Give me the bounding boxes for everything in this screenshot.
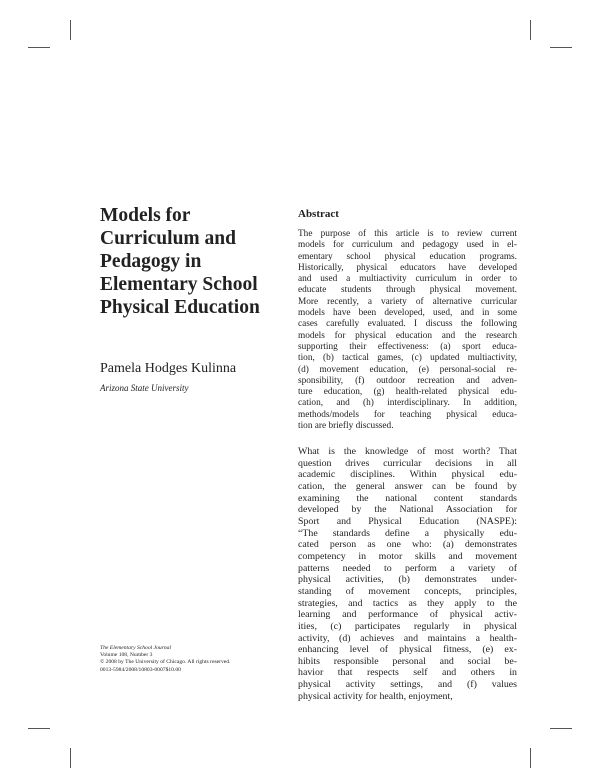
- crop-mark: [70, 20, 71, 40]
- text-line: physical activities, (b) demonstrates under-: [298, 574, 517, 586]
- text-line: cation, the general answer can be found by: [298, 480, 517, 492]
- copyright: © 2008 by The University of Chicago. All rights reserved.: [100, 659, 231, 666]
- text-line: patterns needed to perform a variety of: [298, 562, 517, 574]
- text-line: methods/models for teaching physical educa-: [298, 409, 517, 420]
- text-line: More recently, a variety of alternative curricular: [298, 296, 517, 307]
- text-line: sponsibility, (f) outdoor recreation and adven-: [298, 375, 517, 386]
- text-line: strategies, and tactics as they apply to the: [298, 597, 517, 609]
- text-line: hibits responsible personal and social be-: [298, 655, 517, 667]
- text-line: academic disciplines. Within physical edu-: [298, 469, 517, 481]
- article-title: [100, 204, 260, 319]
- text-line: models have been developed, used, and in some: [298, 308, 517, 319]
- text-line: models for physical education and the research: [298, 330, 517, 341]
- text-line: The purpose of this article is to review current: [298, 229, 517, 239]
- crop-mark: [28, 47, 50, 48]
- journal-name: The Elementary School Journal: [100, 645, 171, 651]
- text-line: question drives curricular decisions in all: [298, 457, 517, 469]
- text-line: and used a multiactivity curriculum in order to: [298, 274, 517, 285]
- text-line: cated person as one who: (a) demonstrates: [298, 539, 517, 551]
- crop-mark: [70, 748, 71, 768]
- crop-mark: [550, 728, 572, 729]
- text-line: Historically, physical educators have developed: [298, 262, 517, 273]
- crop-mark: [550, 47, 572, 48]
- text-line: ture education, (g) health-related physical edu-: [298, 387, 517, 398]
- text-line: physical activity settings, and (f) values: [298, 679, 517, 691]
- text-line: ities, (c) participates regularly in physical: [298, 620, 517, 632]
- text-line: educate students through physical movement.: [298, 285, 517, 296]
- title-line: Curriculum and: [100, 228, 236, 249]
- text-line: havior that respects self and others in: [298, 667, 517, 679]
- text-line: What is the knowledge of most worth? That: [298, 446, 517, 457]
- text-line: ementary school physical education programs.: [298, 251, 517, 262]
- text-line: enhancing level of physical fitness, (e) ex-: [298, 644, 517, 656]
- text-line: tion are briefly discussed.: [298, 421, 394, 432]
- body-text: [298, 446, 517, 702]
- text-line: examining the national content standards: [298, 492, 517, 504]
- text-line: (d) movement education, (e) personal-social re-: [298, 364, 517, 375]
- text-line: physical activity for health, enjoyment,: [298, 690, 453, 702]
- text-line: cases carefully evaluated. I discuss the following: [298, 319, 517, 330]
- author-name: Pamela Hodges Kulinna: [100, 361, 237, 376]
- text-line: competency in motor skills and movement: [298, 550, 517, 562]
- title-line: Elementary School: [100, 274, 258, 295]
- crop-mark: [530, 20, 531, 40]
- issn: 0013-5984/2008/10803-0007$10.00: [100, 666, 181, 673]
- crop-mark: [28, 728, 50, 729]
- text-line: “The standards define a physically edu-: [298, 527, 517, 539]
- abstract-heading: Abstract: [298, 208, 339, 220]
- title-line: Physical Education: [100, 297, 260, 318]
- abstract-text: [298, 229, 517, 432]
- text-line: activity, (d) achieves and maintains a health-: [298, 632, 517, 644]
- text-line: models for curriculum and pedagogy used in el-: [298, 240, 517, 251]
- text-line: cation, and (h) interdisciplinary. In addition,: [298, 398, 517, 409]
- title-line: Pedagogy in: [100, 251, 202, 272]
- journal-volume: Volume 108, Number 3: [100, 652, 153, 659]
- text-line: developed by the National Association for: [298, 504, 517, 516]
- crop-mark: [530, 748, 531, 768]
- text-line: learning and performance of physical activ-: [298, 609, 517, 621]
- text-line: standing of movement concepts, principles,: [298, 585, 517, 597]
- author-affiliation: Arizona State University: [100, 383, 189, 393]
- text-line: supporting their effectiveness: (a) sport educa-: [298, 341, 517, 352]
- footer-info: [100, 645, 230, 674]
- text-line: Sport and Physical Education (NASPE):: [298, 515, 517, 527]
- title-line: Models for: [100, 205, 191, 226]
- text-line: tion, (b) tactical games, (c) updated multiactivity,: [298, 353, 517, 364]
